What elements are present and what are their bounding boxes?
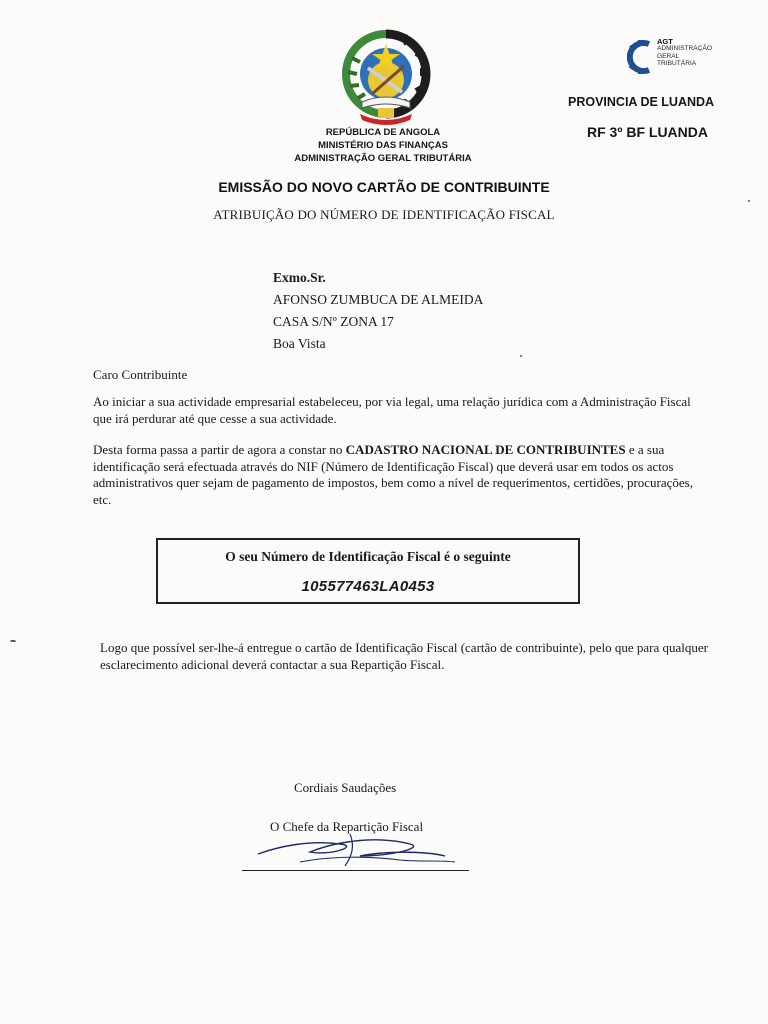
paragraph-registry-lead: Desta forma passa a partir de agora a constar no: [93, 442, 346, 457]
registry-name: CADASTRO NACIONAL DE CONTRIBUINTES: [345, 442, 626, 457]
tax-office-unit: RF 3º BF LUANDA: [587, 124, 708, 140]
agt-acronym: AGT: [657, 37, 673, 46]
addressee-name: AFONSO ZUMBUCA DE ALMEIDA: [273, 292, 484, 307]
issuer-header: [250, 126, 516, 165]
paragraph-registry-rest: e a sua identificação será efectuada através do NIF (Número de Identificação Fiscal) que deverá usar em todos os actos administrativos quer sejam de pagamento de impostos, bem como a nível de requerimentos, certidões, procurações, etc.: [93, 442, 693, 507]
addressee-address-line2: Boa Vista: [273, 336, 326, 351]
signature-line: [242, 870, 469, 871]
agt-line2: GERAL: [657, 52, 680, 60]
closing-regards: Cordiais Saudações: [294, 780, 397, 795]
province-label: PROVINCIA DE LUANDA: [568, 95, 715, 109]
addressee-salutation: Exmo.Sr.: [273, 270, 326, 285]
paragraph-card-delivery: Logo que possível ser-lhe-á entregue o cartão de Identificação Fiscal (cartão de contribuinte), pelo que para qualquer esclarecimento adicional deverá contactar a sua Repartição Fiscal.: [100, 640, 708, 672]
angola-coat-of-arms-icon: [338, 28, 434, 126]
addressee-block: [273, 267, 483, 355]
paragraph-registry: [93, 442, 693, 508]
scan-speck: [520, 355, 522, 357]
nif-caption: O seu Número de Identificação Fiscal é o seguinte: [225, 549, 511, 564]
document-subtitle: ATRIBUIÇÃO DO NÚMERO DE IDENTIFICAÇÃO FISCAL: [213, 207, 555, 222]
ministry-name: MINISTÉRIO DAS FINANÇAS: [318, 140, 448, 151]
greeting: Caro Contribuinte: [93, 367, 188, 382]
agt-line1: ADMINISTRAÇÃO: [657, 45, 712, 53]
signatory-title: O Chefe da Repartição Fiscal: [270, 819, 424, 834]
paragraph-intro: Ao iniciar a sua actividade empresarial estabeleceu, por via legal, uma relação jurídica com a Administração Fiscal que irá perdurar até que cesse a sua actividade.: [93, 394, 691, 426]
agt-logo: [627, 38, 739, 82]
country-name: REPÚBLICA DE ANGOLA: [325, 127, 441, 138]
addressee-address-line1: CASA S/Nº ZONA 17: [273, 314, 394, 329]
document-title: EMISSÃO DO NOVO CARTÃO DE CONTRIBUINTE: [218, 179, 550, 195]
handwritten-signature: [240, 826, 480, 876]
administration-name: ADMINISTRAÇÃO GERAL TRIBUTÁRIA: [294, 153, 472, 164]
nif-number: 105577463LA0453: [301, 578, 435, 595]
nif-box: [156, 538, 580, 604]
scan-speck: [748, 200, 750, 202]
agt-line3: TRIBUTÁRIA: [657, 60, 697, 68]
agt-gear-logo-icon: [627, 40, 653, 74]
scan-speck: [10, 640, 16, 642]
